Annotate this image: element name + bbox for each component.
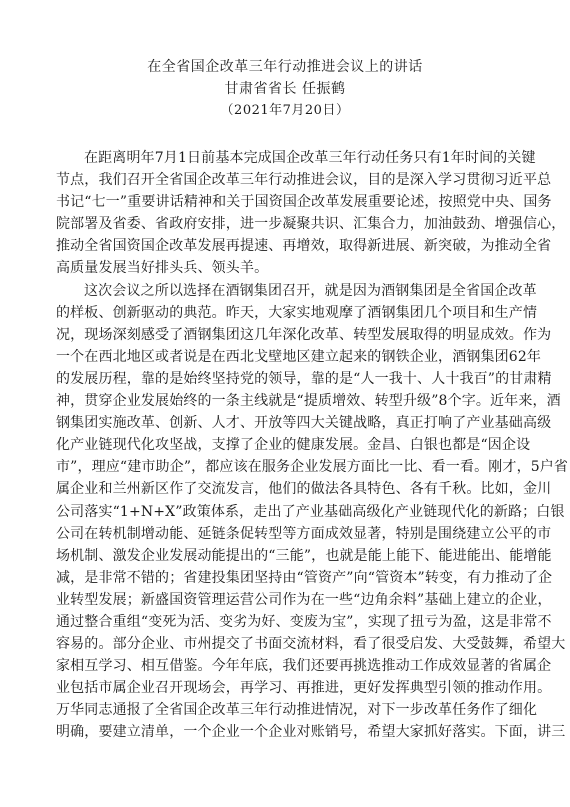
text-line: 推动全省国资国企改革发展再提速、再增效，取得新进展、新突破，为推动全省 — [56, 238, 552, 255]
text-line: 万华同志通报了全省国企改革三年行动推进情况，对下一步改革任务作了细化 — [56, 702, 538, 719]
text-line: 钢集团实施改革、创新、人才、开放等四大关键战略，真正打响了产业基础高级 — [56, 415, 552, 432]
text-line: 化产业链现代化攻坚战，支撑了企业的健康发展。金昌、白银也都是“因企设 — [56, 437, 531, 454]
text-line: 容易的。部分企业、市州提交了书面交流材料，看了很受启发、大受鼓舞，希望大 — [56, 636, 566, 653]
text-line: 通过整合重组“变死为活、变劣为好、变废为宝”，实现了扭亏为盈，这是非常不 — [56, 613, 552, 630]
text-line: 家相互学习、相互借鉴。今年年底，我们还要再挑选推动工作成效显著的省属企 — [56, 658, 552, 675]
text-line: 在距离明年7月1日前基本完成国企改革三年行动任务只有1年时间的关键 — [84, 150, 536, 166]
text-line: 神，贯穿企业发展始终的一条主线就是“提质增效、转型升级”8个字。近年来，酒 — [56, 393, 561, 410]
text-line: 公司在转机制增动能、延链条促转型等方面成效显著，特别是围绕建立公平的市 — [56, 525, 552, 542]
text-line: 况，现场深刻感受了酒钢集团这几年深化改革、转型发展取得的明显成效。作为 — [56, 326, 552, 343]
text-line: 院部署及省委、省政府安排，进一步凝聚共识、汇集合力，加油鼓劲、增强信心， — [56, 216, 566, 233]
document-title: 在全省国企改革三年行动推进会议上的讲话 — [147, 59, 423, 75]
document-date: （2021年7月20日） — [220, 103, 350, 118]
text-line: 业转型发展；新盛国资管理运营公司作为在一些“边角余料”基础上建立的企业， — [56, 591, 552, 608]
text-line: 公司落实“1+N+X”政策体系，走出了产业基础高级化产业链现代化的新路；白银 — [56, 503, 565, 520]
text-line: 的样板、创新驱动的典范。昨天，大家实地观摩了酒钢集团几个项目和生产情 — [56, 304, 538, 321]
text-line: 市”，理应“建市助企”，都应该在服务企业发展方面比一比、看一看。刚才，5户省 — [56, 459, 569, 476]
text-line: 一个在西北地区或者说是在西北戈壁地区建立起来的钢铁企业，酒钢集团62年 — [56, 348, 542, 365]
text-line: 高质量发展当好排头兵、领头羊。 — [56, 260, 269, 277]
text-line: 业包括市属企业召开现场会，再学习、再推进，更好发挥典型引领的推动作用。 — [56, 680, 552, 697]
text-line: 节点，我们召开全省国企改革三年行动推进会议，目的是深入学习贯彻习近平总 — [56, 172, 552, 189]
text-line: 场机制、激发企业发展动能提出的“三能”，也就是能上能下、能进能出、能增能 — [56, 547, 552, 564]
text-line: 书记“七一”重要讲话精神和关于国资国企改革发展重要论述，按照党中央、国务 — [56, 194, 552, 211]
text-line: 属企业和兰州新区作了交流发言，他们的做法各具特色、各有千秋。比如，金川 — [56, 481, 552, 498]
text-line: 减，是非常不错的；省建投集团坚持由“管资产”向“管资本”转变，有力推动了企 — [56, 569, 553, 586]
document-speaker: 甘肃省省长 任振鹤 — [224, 81, 346, 97]
document-body — [56, 147, 569, 744]
paragraph-1 — [56, 147, 566, 280]
paragraph-2 — [56, 280, 569, 744]
text-line: 的发展历程，靠的是始终坚持党的领导，靠的是“人一我十、人十我百”的甘肃精 — [56, 370, 552, 387]
text-line: 这次会议之所以选择在酒钢集团召开，就是因为酒钢集团是全省国企改革 — [84, 282, 537, 299]
text-line: 明确，要建立清单，一个企业一个企业对账销号，希望大家抓好落实。下面，讲三 — [56, 724, 566, 741]
document-header — [0, 56, 570, 122]
